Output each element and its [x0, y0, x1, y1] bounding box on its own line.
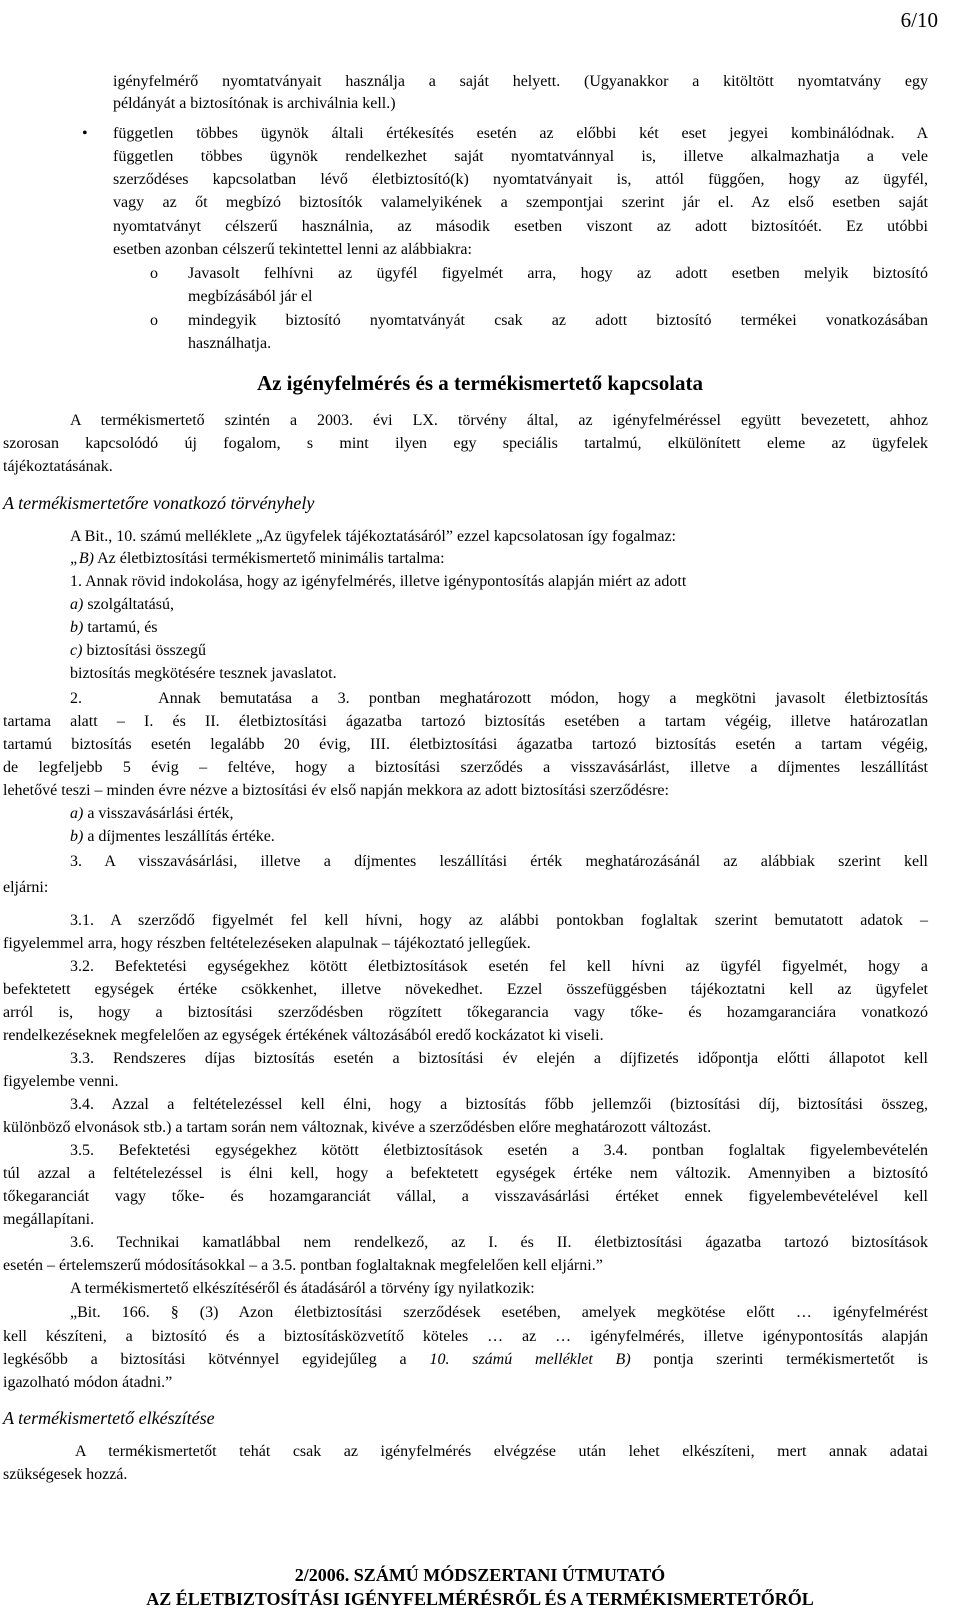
bullet-line-4: vagy az őt megbízó biztosítók valamelyikének a szempontjai szerint jár el. Az első esetben saját — [113, 194, 928, 211]
point-2-line-1: 2. Annak bemutatása a 3. pontban meghatározott módon, hogy a megkötni javasolt életbiztosítás — [70, 690, 928, 707]
point-3-2-line-2: befektetett egységek értéke csökkenhet, illetve növekedhet. Ezzel összefüggésben tájékoztatni kell az ügyfelet — [3, 981, 928, 998]
sub-item-2-line-1: mindegyik biztosító nyomtatványát csak az adott biztosító termékei vonatkozásában — [188, 312, 928, 329]
point-3-6-line-2: esetén – értelemszerű módosításokkal – a 3.5. pontban foglaltaknak megfelelően kell eljárni.” — [3, 1257, 603, 1274]
intro-line-1: A termékismertető szintén a 2003. évi LX. törvény által, az igényfelméréssel együtt bevezetett, ahhoz — [70, 412, 928, 429]
sub-bullet-marker: o — [150, 265, 158, 282]
law-line-1: A Bit., 10. számú melléklete „Az ügyfelek tájékoztatásáról” ezzel kapcsolatosan így fogalmaz: — [70, 528, 676, 545]
point-2-item-b: b) a díjmentes leszállítás értéke. — [70, 828, 275, 845]
bit166-line-1: „Bit. 166. § (3) Azon életbiztosítási szerződések esetében, amelyek megkötése előtt … igényfelmérést — [70, 1304, 928, 1321]
list-intro-line-1: igényfelmérő nyomtatványait használja a saját helyett. (Ugyanakkor a kitöltött nyomtatvány egy — [113, 73, 928, 90]
law-item-b: b) tartamú, és — [70, 619, 158, 636]
point-3-4-line-2: különböző elvonások stb.) a tartam során nem változnak, kivéve a szerződésben előre meghatározott változást. — [3, 1119, 712, 1136]
bullet-line-5: nyomtatványt célszerű használnia, az második esetben viszont az adott biztosítóét. Ez utóbbi — [113, 218, 928, 235]
point-3-2-line-4: rendelkezéseknek megfelelően az egységek értékének változásából eredő kockázatot ki viseli. — [3, 1027, 604, 1044]
intro-line-3: tájékoztatásának. — [3, 458, 113, 475]
subheading-preparation: A termékismertető elkészítése — [3, 1408, 215, 1428]
point-2-line-5: lehetővé teszi – minden évre nézve a biztosítási év első napján mekkora az adott biztosítási szerződésre: — [3, 782, 669, 799]
point-3-5-line-3: tőkegaranciát vagy tőke- és hozamgaranciát vállal, a visszavásárlási értéket ennek figyelembevételével kell — [3, 1188, 928, 1205]
point-3-2-line-1: 3.2. Befektetési egységekhez kötött életbiztosítások esetén fel kell hívni az ügyfél figyelmét, hogy a — [70, 958, 928, 975]
point-3-5-line-1: 3.5. Befektetési egységekhez kötött életbiztosítások esetén a 3.4. pontban foglaltak figyelembevételén — [70, 1142, 928, 1159]
bit166-line-4: igazolható módon átadni.” — [3, 1374, 173, 1391]
final-paragraph-line-2: szükségesek hozzá. — [3, 1466, 128, 1483]
point-3-5-line-4: megállapítani. — [3, 1211, 95, 1228]
law-line-3: 1. Annak rövid indokolása, hogy az igényfelmérés, illetve igénypontosítás alapján miért az adott — [70, 573, 687, 590]
point-3-3-line-2: figyelembe venni. — [3, 1073, 119, 1090]
bit166-line-3: legkésőbb a biztosítási kötvénnyel egyidejűleg a 10. számú melléklet B) pontja szerinti termékismertetőt is — [3, 1351, 928, 1368]
bit166-line-2: kell készíteni, a biztosító és a biztosításközvetítő köteles … az … igényfelmérés, illetve igénypontosítás alapján — [3, 1328, 928, 1345]
list-intro-line-2: példányát a biztosítónak is archiválnia kell.) — [113, 95, 396, 112]
sub-item-2-line-2: használhatja. — [188, 335, 272, 352]
point-2-line-3: tartamú biztosítás esetén legalább 20 évig, III. életbiztosítási ágazatba tartozó biztosítás esetén a tartam végéig, — [3, 736, 928, 753]
point-3-2-line-3: arról is, hogy a biztosítási szerződésben rögzített tőkegarancia vagy tőke- és hozamgaranciára vonatkozó — [3, 1004, 928, 1021]
point-3-6-line-1: 3.6. Technikai kamatlábbal nem rendelkező, az I. és II. életbiztosítási ágazatba tartozó biztosítások — [70, 1234, 928, 1251]
subheading-law: A termékismertetőre vonatkozó törvényhely — [3, 493, 315, 513]
final-paragraph-line-1: A termékismertetőt tehát csak az igényfelmérés elvégzése után lehet elkészíteni, mert annak adatai — [75, 1443, 928, 1460]
point-3-1-line-1: 3.1. A szerződő figyelmét fel kell hívni, hogy az alábbi pontokban foglaltak szerint bemutatott adatok – — [70, 912, 928, 929]
page-number: 6/10 — [900, 8, 938, 32]
point-2-line-4: de legfeljebb 5 évig – feltéve, hogy a biztosítási szerződés a visszavásárlást, illetve a díjmentes leszállítást — [3, 759, 928, 776]
bullet-line-3: szerződéses kapcsolatban lévő életbiztosító(k) nyomtatványait is, attól függően, hogy az ügyfél, — [113, 171, 928, 188]
point-3-3-line-1: 3.3. Rendszeres díjas biztosítás esetén a biztosítási év elején a díjfizetés időpontja előtti állapotot kell — [70, 1050, 928, 1067]
law-line-2: „B) Az életbiztosítási termékismertető minimális tartalma: — [70, 550, 445, 567]
point-3-5-line-2: túl azzal a feltételezéssel is élni kell, hogy a befektetett egységek értéke nem változik. Amennyiben a biztosító — [3, 1165, 928, 1182]
point-3-4-line-1: 3.4. Azzal a feltételezéssel kell élni, hogy a biztosítás főbb jellemzői (biztosítási díj, biztosítási összeg, — [70, 1096, 928, 1113]
point-3-line-2: eljárni: — [3, 879, 49, 896]
point-3-1-line-2: figyelemmel arra, hogy részben feltételezéseken alapulnak – tájékoztató jellegűek. — [3, 935, 531, 952]
bullet-line-1: független többes ügynök általi értékesítés esetén az előbbi két eset jegyei kombinálódnak. A — [113, 125, 928, 142]
sub-item-1-line-2: megbízásából jár el — [188, 288, 313, 305]
bullet-line-2: független többes ügynök rendelkezhet saját nyomtatvánnyal is, illetve alkalmazhatja a vele — [113, 148, 928, 165]
point-2-item-a: a) a visszavásárlási érték, — [70, 805, 234, 822]
law-item-a: a) szolgáltatású, — [70, 596, 174, 613]
law-item-c: c) biztosítási összegű — [70, 642, 206, 659]
bullet-line-6: esetben azonban célszerű tekintettel lenni az alábbiakra: — [113, 241, 472, 258]
point-3-line-1: 3. A visszavásárlási, illetve a díjmentes leszállítási érték meghatározásánál az alábbiak szerint kell — [70, 853, 928, 870]
sub-item-1-line-1: Javasolt felhívni az ügyfél figyelmét arra, hogy az adott esetben melyik biztosító — [188, 265, 928, 282]
law-line-7: biztosítás megkötésére tesznek javaslatot. — [70, 665, 337, 682]
footer-line-1: 2/2006. SZÁMÚ MÓDSZERTANI ÚTMUTATÓ — [294, 1565, 666, 1585]
bullet-marker: • — [82, 125, 88, 142]
point-2-line-2: tartama alatt – I. és II. életbiztosítási ágazatba tartozó biztosítás esetében a tartam végéig, illetve határozatlan — [3, 713, 928, 730]
sub-bullet-marker: o — [150, 312, 158, 329]
section-heading: Az igényfelmérés és a termékismertető kapcsolata — [256, 371, 704, 395]
intro-line-2: szorosan kapcsolódó új fogalom, s mint ilyen egy speciális tartalmú, elkülönített eleme az ügyfelek — [3, 435, 928, 452]
footer-line-2: AZ ÉLETBIZTOSÍTÁSI IGÉNYFELMÉRÉSRŐL ÉS A TERMÉKISMERTETŐRŐL — [146, 1589, 814, 1609]
law-intro-2: A termékismertető elkészítéséről és átadásáról a törvény így nyilatkozik: — [70, 1280, 535, 1297]
